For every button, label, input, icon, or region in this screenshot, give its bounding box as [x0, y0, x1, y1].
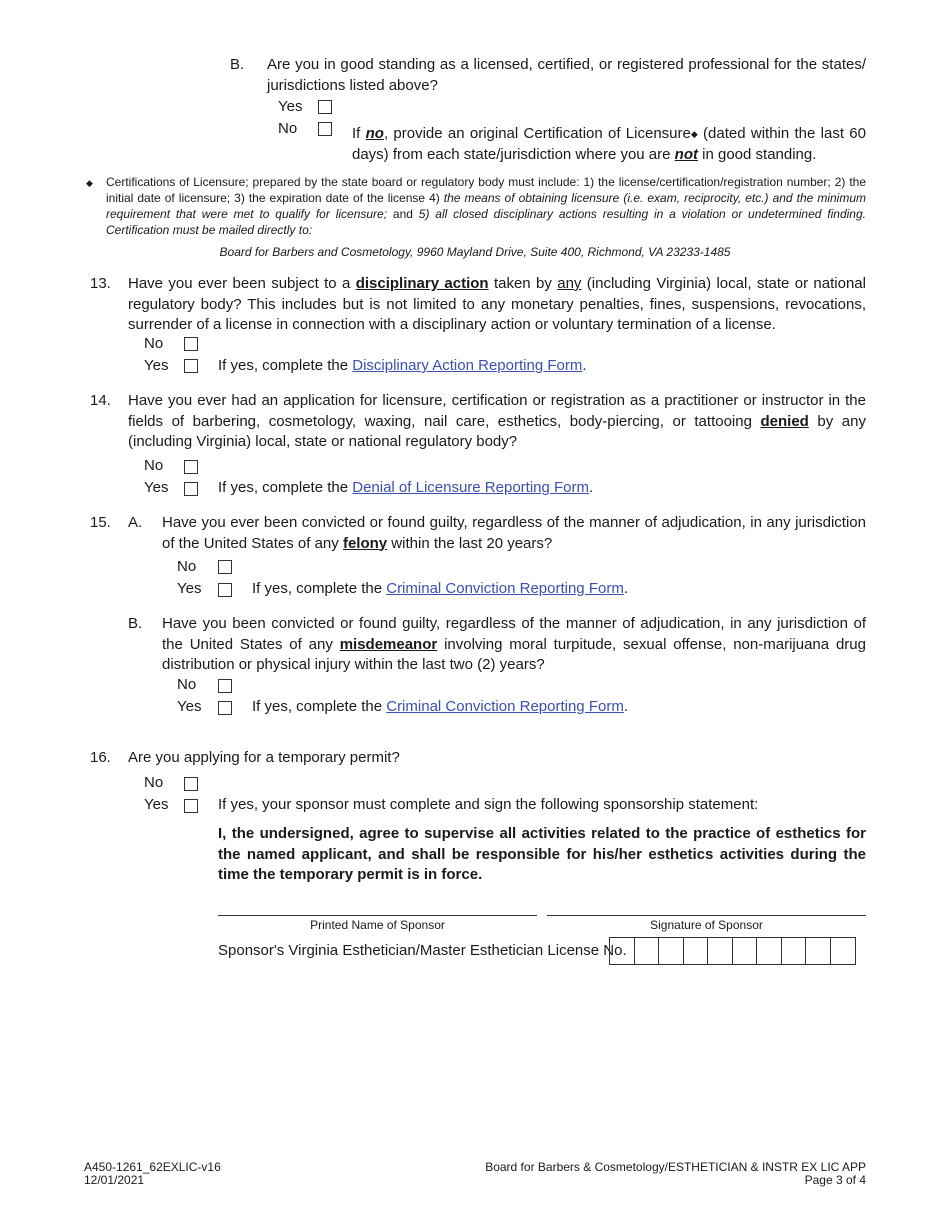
q16-yes-checkbox[interactable] — [184, 799, 198, 813]
q16-no-checkbox[interactable] — [184, 777, 198, 791]
board-address: Board for Barbers and Cosmetology, 9960 Mayland Drive, Suite 400, Richmond, VA 23233-1485 — [219, 245, 731, 259]
q14-question: Have you ever had an application for licensure, certification or registration as a practitioner or instructor in the fields of barbering, cosmetology, waxing, nail care, esthetics, body-piercing, or tattooing denied by any (including Virginia) local, state or national regulatory body? — [128, 392, 866, 450]
q15a-yes-checkbox[interactable] — [218, 583, 232, 597]
q15-number: 15. — [90, 514, 111, 531]
signature-line[interactable] — [547, 915, 866, 916]
footer-right — [485, 1161, 866, 1187]
q14-yes-label: Yes — [144, 479, 169, 496]
q15b-question: Have you been convicted or found guilty, regardless of the manner of adjudication, in any jurisdiction of the United States of any misdemeanor involving moral turpitude, sexual offense, non-marijuana drug distribution or physical injury within the last two (2) years? — [162, 615, 866, 673]
q15a-letter: A. — [128, 514, 143, 531]
q14-number: 14. — [90, 392, 111, 409]
q16-no-label: No — [144, 774, 164, 791]
denial-of-licensure-form-link[interactable]: Denial of Licensure Reporting Form — [352, 479, 590, 496]
license-digit-box[interactable] — [708, 938, 733, 964]
license-digit-box[interactable] — [610, 938, 635, 964]
license-digit-box[interactable] — [806, 938, 831, 964]
board-form-title: Board for Barbers & Cosmetology/ESTHETICIAN & INSTR EX LIC APP — [485, 1160, 866, 1174]
q15b-if-yes: If yes, complete the Criminal Conviction Reporting Form. — [252, 698, 628, 715]
q13-question: Have you ever been subject to a disciplinary action taken by any (including Virginia) local, state or national regulatory body? This includes but is not limited to any monetary penalties, fines, suspensions, revocations, surrender of a license in connection with a disciplinary action or voluntary termination of a license. — [128, 275, 866, 333]
q15b-no-label: No — [177, 676, 197, 693]
q12b-yes-label: Yes — [278, 98, 303, 115]
q14-no-checkbox[interactable] — [184, 460, 198, 474]
license-digit-box[interactable] — [757, 938, 782, 964]
q16-yes-label: Yes — [144, 796, 169, 813]
license-number-boxes[interactable] — [609, 937, 856, 965]
q16-number: 16. — [90, 749, 111, 766]
q15b-yes-label: Yes — [177, 698, 202, 715]
license-digit-box[interactable] — [733, 938, 758, 964]
sponsorship-statement: I, the undersigned, agree to supervise all activities related to the practice of esthetics for the named applicant, and shall be responsible for his/her esthetics activities during the time the temporary permit is in force. — [218, 825, 866, 883]
q13-number: 13. — [90, 275, 111, 292]
q15a-yes-label: Yes — [177, 580, 202, 597]
form-date: 12/01/2021 — [84, 1173, 145, 1187]
q13-no-checkbox[interactable] — [184, 337, 198, 351]
license-number-label: Sponsor's Virginia Esthetician/Master Esthetician License No. — [218, 942, 627, 959]
criminal-conviction-form-link-a[interactable]: Criminal Conviction Reporting Form — [386, 580, 624, 597]
q15b-no-checkbox[interactable] — [218, 679, 232, 693]
license-digit-box[interactable] — [635, 938, 660, 964]
q12b-question: Are you in good standing as a licensed, certified, or registered professional for the states/ jurisdictions listed above? — [267, 56, 866, 94]
footnote-text: Certifications of Licensure; prepared by the state board or regulatory body must include: 1) the license/certification/registration number; 2) the initial date of licensure; 3) the expiration date of the license 4) the means of obtaining licensure (i.e. exam, reciprocity, etc.) and the minimum requirement that were met to qualify for licensure; and 5) all closed disciplinary actions resulting in a violation or undetermined finding. Certification must be mailed directly to: — [106, 175, 866, 237]
q14-yes-checkbox[interactable] — [184, 482, 198, 496]
q12b-no-label: No — [278, 120, 298, 137]
criminal-conviction-form-link-b[interactable]: Criminal Conviction Reporting Form — [386, 698, 624, 715]
q15b-letter: B. — [128, 615, 143, 632]
q12b-if-no-instruction: If no, provide an original Certification of Licensure◆ (dated within the last 60 days) from each state/jurisdiction where you are not in good standing. — [352, 125, 866, 163]
footer-left — [84, 1161, 221, 1187]
form-id: A450-1261_62EXLIC-v16 — [84, 1160, 221, 1174]
q14-if-yes: If yes, complete the Denial of Licensure Reporting Form. — [218, 479, 594, 496]
q15b-yes-checkbox[interactable] — [218, 701, 232, 715]
q14-no-label: No — [144, 457, 164, 474]
q16-question: Are you applying for a temporary permit? — [128, 749, 400, 766]
not-emphasis: not — [674, 145, 698, 163]
footnote-marker-icon: ◆ — [690, 129, 698, 139]
q15a-if-yes: If yes, complete the Criminal Conviction Reporting Form. — [252, 580, 628, 597]
signature-label: Signature of Sponsor — [650, 918, 763, 932]
license-digit-box[interactable] — [659, 938, 684, 964]
no-emphasis: no — [365, 125, 384, 142]
printed-name-line[interactable] — [218, 915, 537, 916]
license-digit-box[interactable] — [684, 938, 709, 964]
q13-yes-checkbox[interactable] — [184, 359, 198, 373]
license-digit-box[interactable] — [831, 938, 856, 964]
q12b-no-checkbox[interactable] — [318, 122, 332, 136]
q12b-yes-checkbox[interactable] — [318, 100, 332, 114]
printed-name-label: Printed Name of Sponsor — [310, 918, 445, 932]
q15a-no-checkbox[interactable] — [218, 560, 232, 574]
q12b-letter: B. — [230, 56, 245, 73]
license-digit-box[interactable] — [782, 938, 807, 964]
q13-yes-label: Yes — [144, 357, 169, 374]
page-number: Page 3 of 4 — [804, 1173, 866, 1187]
q13-no-label: No — [144, 335, 164, 352]
disciplinary-action-form-link[interactable]: Disciplinary Action Reporting Form — [352, 357, 583, 374]
footnote-bullet-icon: ◆ — [86, 178, 93, 188]
q16-if-yes: If yes, your sponsor must complete and sign the following sponsorship statement: — [218, 796, 759, 813]
q15a-no-label: No — [177, 558, 197, 575]
q13-if-yes: If yes, complete the Disciplinary Action Reporting Form. — [218, 357, 587, 374]
q15a-question: Have you ever been convicted or found guilty, regardless of the manner of adjudication, in any jurisdiction of the United States of any felony within the last 20 years? — [162, 514, 866, 552]
